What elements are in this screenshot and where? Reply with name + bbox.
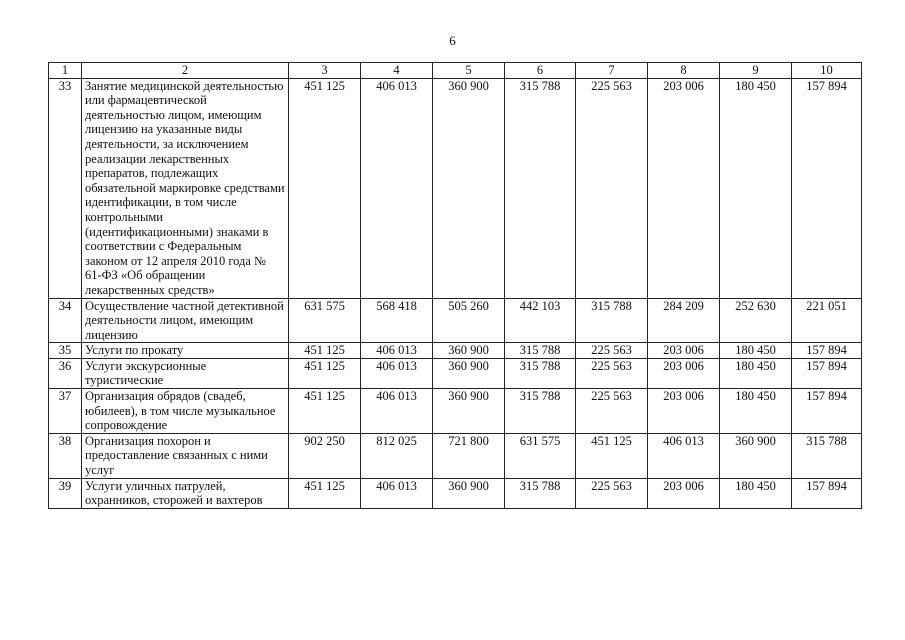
- page-number: 6: [449, 33, 456, 48]
- table-row: [49, 298, 862, 343]
- value-cell: 451 125: [289, 478, 361, 508]
- value-cell: 203 006: [648, 478, 720, 508]
- table-body: [49, 78, 862, 508]
- row-number: 37: [49, 389, 82, 434]
- table-row: [49, 78, 862, 298]
- value-cell: 284 209: [648, 298, 720, 343]
- value-cell: 180 450: [720, 78, 792, 298]
- value-cell: 360 900: [433, 389, 505, 434]
- value-cell: 360 900: [433, 358, 505, 388]
- value-cell: 631 575: [289, 298, 361, 343]
- column-header: 7: [576, 63, 648, 79]
- table-row: [49, 358, 862, 388]
- value-cell: 225 563: [576, 78, 648, 298]
- row-number: 33: [49, 78, 82, 298]
- table-row: [49, 433, 862, 478]
- activity-name: Услуги уличных патрулей, охранников, сторожей и вахтеров: [82, 478, 289, 508]
- column-header: 2: [82, 63, 289, 79]
- value-cell: 315 788: [505, 343, 576, 359]
- activity-name: Осуществление частной детективной деятельности лицом, имеющим лицензию: [82, 298, 289, 343]
- column-header: 4: [361, 63, 433, 79]
- value-cell: 157 894: [792, 389, 862, 434]
- table-row: [49, 389, 862, 434]
- value-cell: 360 900: [433, 343, 505, 359]
- value-cell: 902 250: [289, 433, 361, 478]
- value-cell: 180 450: [720, 389, 792, 434]
- rates-table: [48, 62, 862, 509]
- value-cell: 505 260: [433, 298, 505, 343]
- header-row: [49, 63, 862, 79]
- value-cell: 406 013: [361, 343, 433, 359]
- value-cell: 157 894: [792, 358, 862, 388]
- value-cell: 180 450: [720, 358, 792, 388]
- value-cell: 157 894: [792, 78, 862, 298]
- value-cell: 203 006: [648, 343, 720, 359]
- value-cell: 451 125: [289, 358, 361, 388]
- value-cell: 180 450: [720, 478, 792, 508]
- value-cell: 406 013: [648, 433, 720, 478]
- value-cell: 406 013: [361, 389, 433, 434]
- value-cell: 442 103: [505, 298, 576, 343]
- value-cell: 360 900: [720, 433, 792, 478]
- table-row: [49, 478, 862, 508]
- value-cell: 812 025: [361, 433, 433, 478]
- value-cell: 225 563: [576, 358, 648, 388]
- value-cell: 252 630: [720, 298, 792, 343]
- value-cell: 721 800: [433, 433, 505, 478]
- value-cell: 360 900: [433, 78, 505, 298]
- value-cell: 406 013: [361, 358, 433, 388]
- value-cell: 406 013: [361, 78, 433, 298]
- value-cell: 451 125: [576, 433, 648, 478]
- value-cell: 225 563: [576, 389, 648, 434]
- value-cell: 203 006: [648, 78, 720, 298]
- value-cell: 203 006: [648, 358, 720, 388]
- row-number: 34: [49, 298, 82, 343]
- row-number: 36: [49, 358, 82, 388]
- value-cell: 221 051: [792, 298, 862, 343]
- value-cell: 225 563: [576, 343, 648, 359]
- value-cell: 315 788: [505, 478, 576, 508]
- value-cell: 360 900: [433, 478, 505, 508]
- activity-name: Услуги по прокату: [82, 343, 289, 359]
- row-number: 38: [49, 433, 82, 478]
- column-header: 6: [505, 63, 576, 79]
- value-cell: 451 125: [289, 389, 361, 434]
- column-header: 1: [49, 63, 82, 79]
- value-cell: 315 788: [576, 298, 648, 343]
- column-header: 8: [648, 63, 720, 79]
- column-header: 10: [792, 63, 862, 79]
- column-header: 5: [433, 63, 505, 79]
- activity-name: Организация похорон и предоставление связанных с ними услуг: [82, 433, 289, 478]
- value-cell: 157 894: [792, 478, 862, 508]
- value-cell: 451 125: [289, 78, 361, 298]
- value-cell: 203 006: [648, 389, 720, 434]
- activity-name: Организация обрядов (свадеб, юбилеев), в том числе музыкальное сопровождение: [82, 389, 289, 434]
- row-number: 35: [49, 343, 82, 359]
- activity-name: Услуги экскурсионные туристические: [82, 358, 289, 388]
- column-header: 3: [289, 63, 361, 79]
- value-cell: 157 894: [792, 343, 862, 359]
- value-cell: 315 788: [505, 78, 576, 298]
- column-header: 9: [720, 63, 792, 79]
- value-cell: 451 125: [289, 343, 361, 359]
- table-row: [49, 343, 862, 359]
- value-cell: 315 788: [505, 358, 576, 388]
- value-cell: 225 563: [576, 478, 648, 508]
- value-cell: 631 575: [505, 433, 576, 478]
- value-cell: 406 013: [361, 478, 433, 508]
- value-cell: 180 450: [720, 343, 792, 359]
- value-cell: 315 788: [505, 389, 576, 434]
- value-cell: 315 788: [792, 433, 862, 478]
- row-number: 39: [49, 478, 82, 508]
- activity-name: Занятие медицинской деятельностью или фармацевтической деятельностью лицом, имеющим лицензию на указанные виды деятельности, за исключением реализации лекарственных препаратов, подлежащих обязательной маркировке средствами идентификации, в том числе контрольными (идентификационными) знаками в соответствии с Федеральным законом от 12 апреля 2010 года № 61-ФЗ «Об обращении лекарственных средств»: [82, 78, 289, 298]
- value-cell: 568 418: [361, 298, 433, 343]
